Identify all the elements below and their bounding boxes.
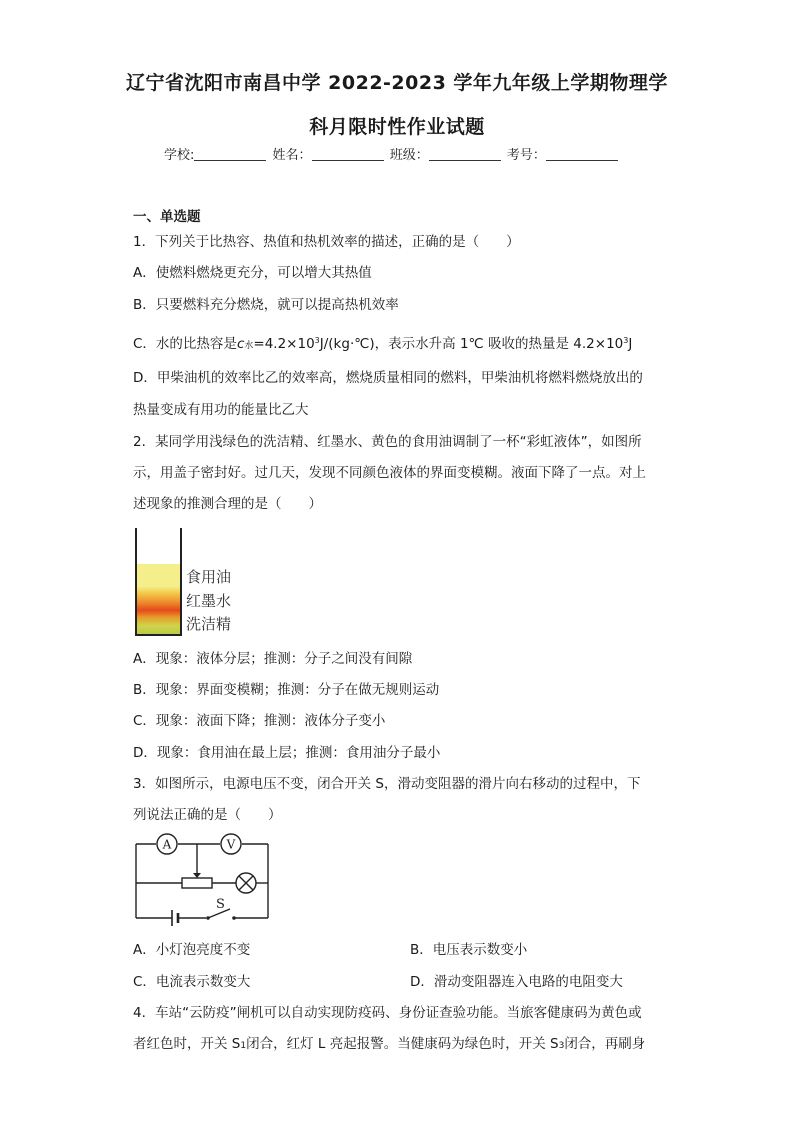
label-red-ink: 红墨水 [186, 592, 232, 610]
q2-option-d: D．现象：食用油在最上层；推测：食用油分子最小 [133, 745, 441, 761]
circuit-diagram [130, 828, 275, 928]
q4-line2: 者红色时，开关 S1闭合，红灯 L 亮起报警。当健康码为绿色时，开关 S3闭合，再刷身 [133, 1036, 646, 1052]
q2-option-a: A．现象：液体分层；推测：分子之间没有间隙 [133, 651, 413, 667]
q1-option-a: A．使燃料燃烧更充分，可以增大其热值 [133, 265, 372, 281]
section-heading: 一、单选题 [133, 209, 201, 225]
school-blank[interactable] [194, 147, 266, 161]
class-label: 班级： [389, 148, 429, 163]
q1-stem: 1．下列关于比热容、热值和热机效率的描述，正确的是（ ） [133, 234, 520, 250]
ammeter-label: A [162, 837, 172, 852]
class-blank[interactable] [429, 147, 501, 161]
rainbow-liquid-beaker [134, 528, 186, 638]
number-blank[interactable] [546, 147, 618, 161]
q3-option-b: B．电压表示数变小 [410, 942, 528, 958]
q3-option-c: C．电流表示数变大 [133, 974, 251, 990]
school-label: 学校: [164, 148, 195, 163]
student-info-row [164, 144, 620, 163]
name-label: 姓名： [272, 148, 312, 163]
q2-option-b: B．现象：界面变模糊；推测：分子在做无规则运动 [133, 682, 440, 698]
label-cooking-oil: 食用油 [186, 568, 232, 586]
number-label: 考号： [506, 148, 546, 163]
title-line-1: 辽宁省沈阳市南昌中学 2022-2023 学年九年级上学期物理学 [126, 72, 668, 94]
q3-stem-line2: 列说法正确的是（ ） [133, 807, 282, 823]
q1-option-d-line2: 热量变成有用功的能量比乙大 [133, 402, 309, 418]
voltmeter-label: V [226, 837, 236, 852]
liquid-layers [137, 564, 180, 634]
name-blank[interactable] [312, 147, 384, 161]
label-detergent: 洗洁精 [186, 615, 232, 633]
q2-stem-line1: 2．某同学用浅绿色的洗洁精、红墨水、黄色的食用油调制了一杯“彩虹液体”，如图所 [133, 434, 642, 450]
q2-stem-line3: 述现象的推测合理的是（ ） [133, 496, 322, 512]
switch-label: S [216, 897, 225, 912]
q3-option-a: A．小灯泡亮度不变 [133, 942, 251, 958]
title-line-2: 科月限时性作业试题 [309, 116, 485, 138]
q1-option-b: B．只要燃料充分燃烧，就可以提高热机效率 [133, 297, 399, 313]
q1-option-d-line1: D．甲柴油机的效率比乙的效率高，燃烧质量相同的燃料，甲柴油机将燃料燃烧放出的 [133, 370, 643, 386]
slider-arrow-icon [193, 873, 201, 878]
q3-option-d: D．滑动变阻器连入电路的电阻变大 [410, 974, 623, 990]
q4-line1: 4．车站“云防疫”闸机可以自动实现防疫码、身份证查验功能。当旅客健康码为黄色或 [133, 1005, 642, 1021]
q2-stem-line2: 示，用盖子密封好。过几天，发现不同颜色液体的界面变模糊。液面下降了一点。对上 [133, 465, 646, 481]
q3-stem-line1: 3．如图所示，电源电压不变，闭合开关 S，滑动变阻器的滑片向右移动的过程中，下 [133, 776, 641, 792]
q2-option-c: C．现象：液面下降；推测：液体分子变小 [133, 713, 386, 729]
q1-option-c: C．水的比热容是c水$=4.2\times 10^3J/(kg\cdot℃)$，表示水升高 1℃ 吸收的热量是 $4.2\times 10^3J$ [133, 336, 633, 352]
